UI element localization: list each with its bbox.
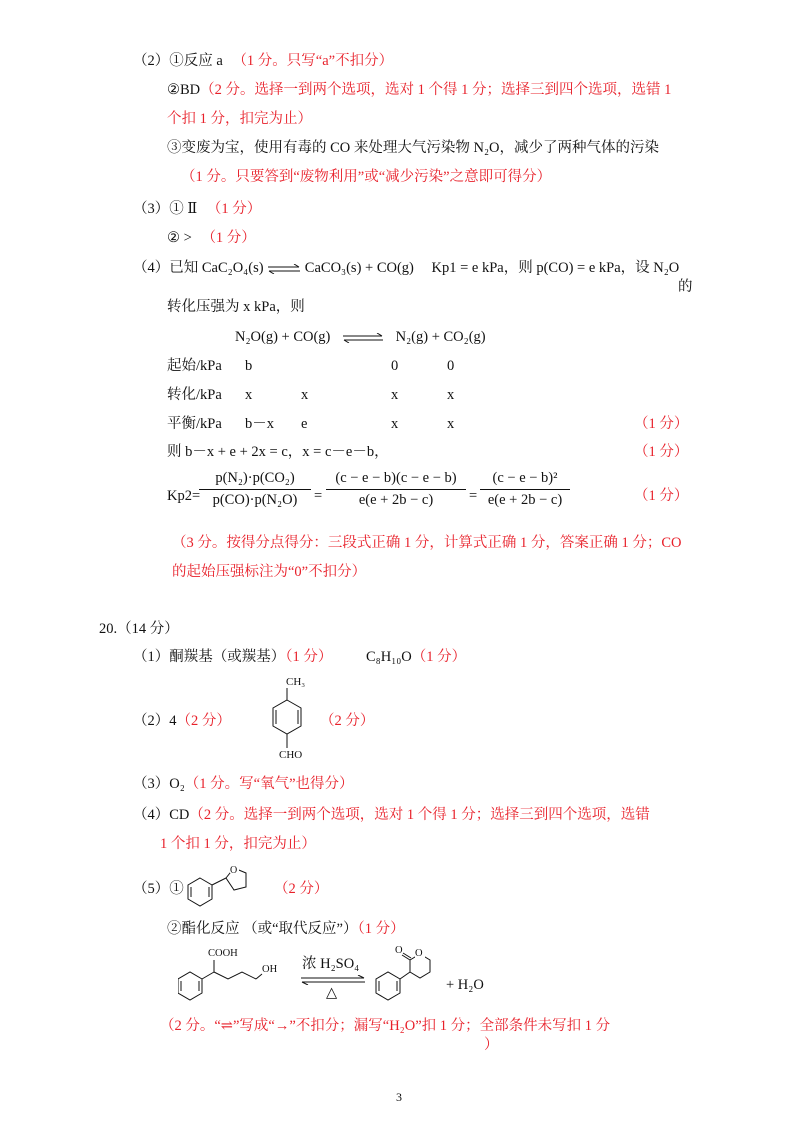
q20-part1 <box>133 648 466 666</box>
given-products: CaCO₃(s) + CO(g) <box>304 260 414 276</box>
q20-part5-1: （5）① <box>133 881 184 897</box>
score-mark: （1 分） <box>634 488 689 504</box>
cell: x <box>391 416 399 432</box>
q19-part2-2 <box>167 81 671 99</box>
q19-part2-1 <box>133 52 393 70</box>
p-methylbenzaldehyde-structure <box>262 676 312 764</box>
q20-part4 <box>133 806 650 824</box>
q20-part3 <box>133 775 354 793</box>
kp2-fraction-3 <box>480 470 570 509</box>
cell: 0 <box>447 358 455 374</box>
reaction-left: N₂O(g) + CO(g) <box>235 329 331 345</box>
reaction-conditions <box>300 955 366 1001</box>
kp1-statement: Kp1 = e kPa，则 p(CO) = e kPa，设 N₂O <box>431 260 680 276</box>
q19-part2-3: ③变废为宝，使用有毒的 CO 来处理大气污染物 N₂O，减少了两种气体的污染 <box>167 140 660 156</box>
scoring-note: （1 分。写“氧气”也得分） <box>184 776 354 792</box>
word-de: 的 <box>678 279 693 295</box>
scoring-note: （2 分） <box>176 713 231 729</box>
reactant-hydroxy-acid-structure <box>178 948 288 1010</box>
scoring-note: （1 分。只写“a”不扣分） <box>232 53 394 69</box>
cell: b－x <box>245 416 274 432</box>
scoring-note: （2 分。选择一到两个选项，选对 1 个得 1 分；选择三到四个选项，选错 1 <box>200 82 672 98</box>
equals: = <box>469 488 478 504</box>
q20-header: 20.（14 分） <box>99 621 179 637</box>
q19-part4-line2: 转化压强为 x kPa，则 <box>167 299 305 315</box>
scoring-note-cont: ） <box>484 1037 499 1053</box>
fraction-bar <box>480 489 570 490</box>
denominator: e(e + 2b − c) <box>487 492 563 508</box>
svg-text:O: O <box>230 865 238 876</box>
cell: e <box>301 416 308 432</box>
cell: x <box>301 387 309 403</box>
answer-text: ② > <box>167 230 192 246</box>
scoring-note: （1 分） <box>411 649 467 665</box>
aldehyde-label: CHO <box>279 749 303 761</box>
equilibrium-arrow-icon <box>342 333 384 343</box>
answer-text: （2）①反应 a <box>133 53 223 69</box>
scoring-note: （1 分） <box>206 201 262 217</box>
ring-oxygen-label: O <box>415 948 423 959</box>
numerator: (c − e − b)(c − e − b) <box>335 470 457 486</box>
equals: = <box>314 488 323 504</box>
scoring-note-cont: 的起始压强标注为“0”不扣分） <box>172 564 367 580</box>
numerator: p(N₂)·p(CO₂) <box>215 470 295 486</box>
row-label: 转化/kPa <box>167 387 222 403</box>
scoring-note: （2 分。选择一到两个选项，选对 1 个得 1 分；选择三到四个选项，选错 <box>189 807 650 823</box>
scoring-note: （2 分） <box>320 713 375 729</box>
scoring-note-cont: 个扣 1 分，扣完为止） <box>167 111 312 127</box>
scoring-note: （1 分） <box>285 649 333 665</box>
fraction-bar <box>199 489 311 490</box>
denominator: e(e + 2b − c) <box>358 492 434 508</box>
phenyl-chain-icon <box>178 948 288 1010</box>
answer-text: （2）4 <box>133 713 177 729</box>
equilibrium-arrow-icon <box>267 264 301 274</box>
cell: x <box>447 416 455 432</box>
answer-text: （3）① Ⅱ <box>133 201 198 217</box>
q20-part5-2 <box>167 920 405 938</box>
kp2-fraction-1 <box>199 470 311 509</box>
cell: 0 <box>391 358 399 374</box>
answer-text: （3）O₂ <box>133 776 185 792</box>
q19-part4-line1 <box>133 259 679 277</box>
lactone-product-structure-icon <box>372 946 448 1002</box>
kp2-label: Kp2= <box>167 488 201 504</box>
answer-text: ②酯化反应 （或“取代反应”） <box>167 921 358 937</box>
cell: x <box>245 387 253 403</box>
scoring-note-cont: 1 个扣 1 分，扣完为止） <box>160 836 316 852</box>
denominator: p(CO)·p(N₂O) <box>212 492 298 508</box>
formula: C₈H₁₀O <box>366 649 412 665</box>
cell: x <box>391 387 399 403</box>
carboxyl-label: COOH <box>208 948 238 959</box>
reaction-equation <box>235 328 486 346</box>
condition-bottom: △ <box>326 985 338 1001</box>
scoring-note: （2 分。“⇌”写成“→”不扣分；漏写“H₂O”扣 1 分；全部条件未写扣 1 分 <box>160 1018 611 1034</box>
scoring-note: （2 分） <box>274 881 329 897</box>
scoring-note: （1 分。只要答到“废物利用”或“减少污染”之意即可得分） <box>181 169 552 185</box>
row-label: 平衡/kPa <box>167 416 222 432</box>
scoring-note: （1 分） <box>201 230 256 246</box>
page-number: 3 <box>396 1090 402 1104</box>
phenyl-tetrahydrofuran-structure-icon <box>186 864 266 908</box>
q20-part2 <box>133 712 231 730</box>
cell: x <box>447 387 455 403</box>
given-reactant: （4）已知 CaC₂O₄(s) <box>133 260 264 276</box>
kp2-fraction-2 <box>326 470 466 509</box>
score-mark: （1 分） <box>634 416 689 432</box>
condition-top: 浓 H₂SO₄ <box>302 956 360 972</box>
answer-text: （4）CD <box>133 807 190 823</box>
scoring-note: （1 分） <box>357 921 405 937</box>
solve-line: 则 b－x + e + 2x = c，x = c－e－b， <box>167 444 389 460</box>
q19-part3-1 <box>133 200 261 218</box>
row-label: 起始/kPa <box>167 358 222 374</box>
reaction-right: N₂(g) + CO₂(g) <box>395 329 486 345</box>
score-mark: （1 分） <box>634 444 689 460</box>
cell: b <box>245 358 253 374</box>
methyl-label: CH₃ <box>286 676 306 688</box>
carbonyl-oxygen-label: O <box>395 945 403 956</box>
q19-part3-2 <box>167 229 256 247</box>
fraction-bar <box>326 489 466 490</box>
answer-text: ②BD <box>167 82 201 98</box>
scoring-note: （3 分。按得分点得分：三段式正确 1 分，计算式正确 1 分，答案正确 1 分；CO <box>172 535 682 551</box>
numerator: (c − e − b)² <box>492 470 558 486</box>
water-product: + H₂O <box>446 977 484 993</box>
answer-text: （1）酮羰基（或羰基） <box>133 649 286 665</box>
hydroxyl-label: OH <box>262 964 278 975</box>
